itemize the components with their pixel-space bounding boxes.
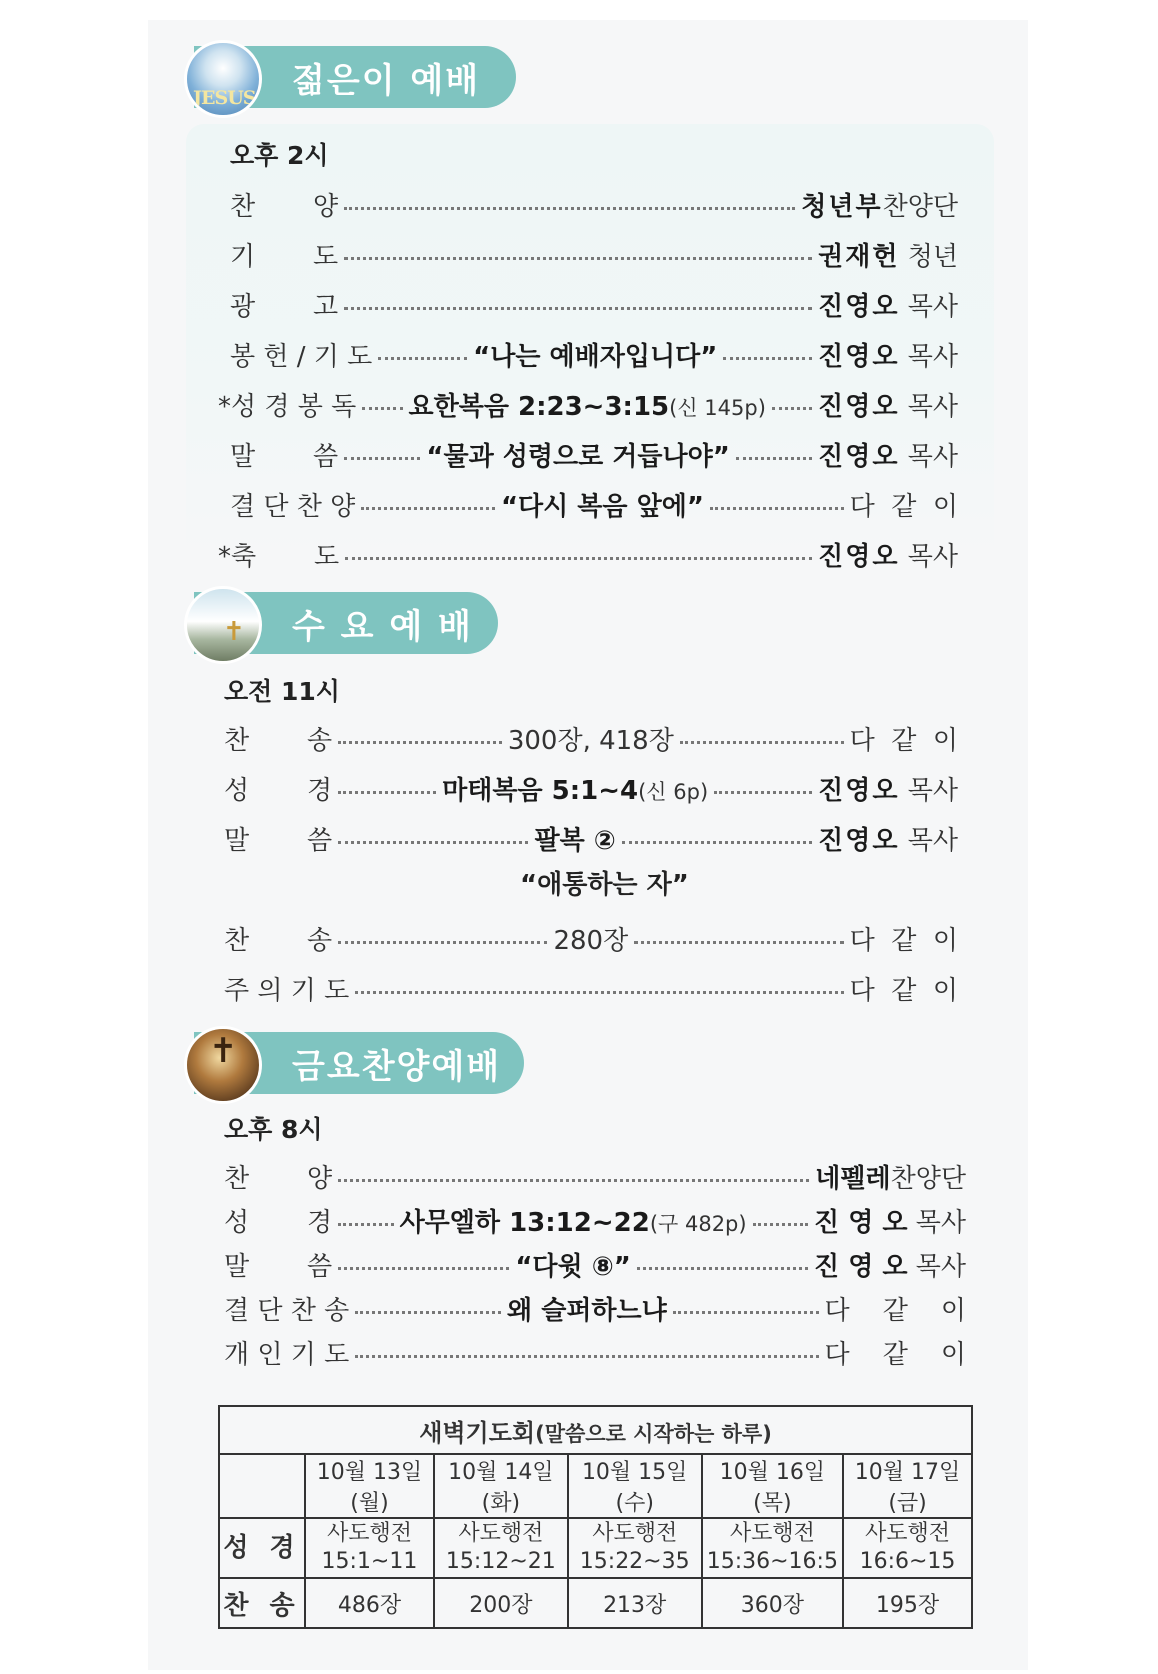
fri-row-sermon: 말 씀 “다윗 ⑧” 진 영 오 목사 xyxy=(224,1251,966,1282)
scripture-cell: 사도행전 15:1~11 xyxy=(305,1518,434,1578)
jesus-badge-icon: JESUS xyxy=(184,40,262,118)
date-cell: 10월 14일(화) xyxy=(434,1454,568,1518)
hymn-cell: 195장 xyxy=(843,1578,972,1628)
scripture-cell: 사도행전 15:36~16:5 xyxy=(702,1518,843,1578)
wed-row-hymn1: 찬 송 300장, 418장 다 같 이 xyxy=(224,725,958,756)
friday-service-time: 오후 8시 xyxy=(224,1115,323,1144)
dove-cross-icon: ✝ xyxy=(184,586,262,664)
scripture-row-label: 성 경 xyxy=(219,1518,305,1578)
hymn-cell: 200장 xyxy=(434,1578,568,1628)
wed-row-scripture: 성 경 마태복음 5:1~4(신 6p) 진영오 목사 xyxy=(224,775,959,806)
fri-row-personal-prayer: 개 인 기 도 다 같 이 xyxy=(224,1339,966,1370)
youth-service-time: 오후 2시 xyxy=(230,141,329,170)
dawn-hymn-row xyxy=(219,1578,972,1628)
dawn-prayer-title: 새벽기도회(말씀으로 시작하는 하루) xyxy=(219,1406,972,1454)
hymn-cell: 213장 xyxy=(568,1578,702,1628)
date-cell: 10월 13일(월) xyxy=(305,1454,434,1518)
youth-row-benediction: *축 도 진영오 목사 xyxy=(218,541,958,572)
wednesday-service-time: 오전 11시 xyxy=(224,677,340,706)
wednesday-service-title: 수 요 예 배 xyxy=(292,606,473,647)
fri-row-praise: 찬 양 네펠레찬양단 xyxy=(224,1163,966,1194)
praying-hands-cross-icon: ✝ xyxy=(184,1026,262,1104)
friday-service-header xyxy=(194,1032,524,1094)
youth-row-announcement: 광 고 진영오 목사 xyxy=(230,291,958,322)
date-cell: 10월 16일(목) xyxy=(702,1454,843,1518)
hymn-cell: 360장 xyxy=(702,1578,843,1628)
youth-service-title: 젊은이 예배 xyxy=(292,60,481,101)
youth-row-prayer: 기 도 권재헌 청년 xyxy=(230,241,958,272)
dawn-prayer-table xyxy=(218,1405,973,1629)
scripture-cell: 사도행전 15:22~35 xyxy=(568,1518,702,1578)
wed-row-hymn2: 찬 송 280장 다 같 이 xyxy=(224,925,959,956)
hymn-cell: 486장 xyxy=(305,1578,434,1628)
dawn-scripture-row xyxy=(219,1518,972,1578)
wed-row-lords-prayer: 주 의 기 도 다 같 이 xyxy=(224,975,958,1006)
youth-row-scripture: *성 경 봉 독 요한복음 2:23~3:15(신 145p) 진영오 목사 xyxy=(218,391,959,422)
hymn-row-label: 찬 송 xyxy=(219,1578,305,1628)
youth-row-praise: 찬 양 청년부찬양단 xyxy=(230,191,958,222)
wednesday-service-header xyxy=(194,592,498,654)
youth-row-offering: 봉 헌 / 기 도 “나는 예배자입니다” 진영오 목사 xyxy=(230,341,958,372)
date-cell: 10월 17일(금) xyxy=(843,1454,972,1518)
scripture-cell: 사도행전 15:12~21 xyxy=(434,1518,568,1578)
dawn-date-row xyxy=(219,1454,972,1518)
wed-sermon-subtitle: “애통하는 자” xyxy=(520,870,689,900)
scripture-cell: 사도행전 16:6~15 xyxy=(843,1518,972,1578)
friday-service-title: 금요찬양예배 xyxy=(292,1046,502,1087)
youth-row-decision-song: 결 단 찬 양 “다시 복음 앞에” 다 같 이 xyxy=(230,491,959,522)
wed-row-sermon: 말 씀 팔복 ② 진영오 목사 xyxy=(224,825,959,856)
date-cell: 10월 15일(수) xyxy=(568,1454,702,1518)
fri-row-decision-hymn: 결 단 찬 송 왜 슬퍼하느냐 다 같 이 xyxy=(224,1295,967,1326)
youth-row-sermon: 말 씀 “물과 성령으로 거듭나야” 진영오 목사 xyxy=(230,441,958,472)
fri-row-scripture: 성 경 사무엘하 13:12~22(구 482p) 진 영 오 목사 xyxy=(224,1207,966,1238)
youth-service-header xyxy=(194,46,516,108)
